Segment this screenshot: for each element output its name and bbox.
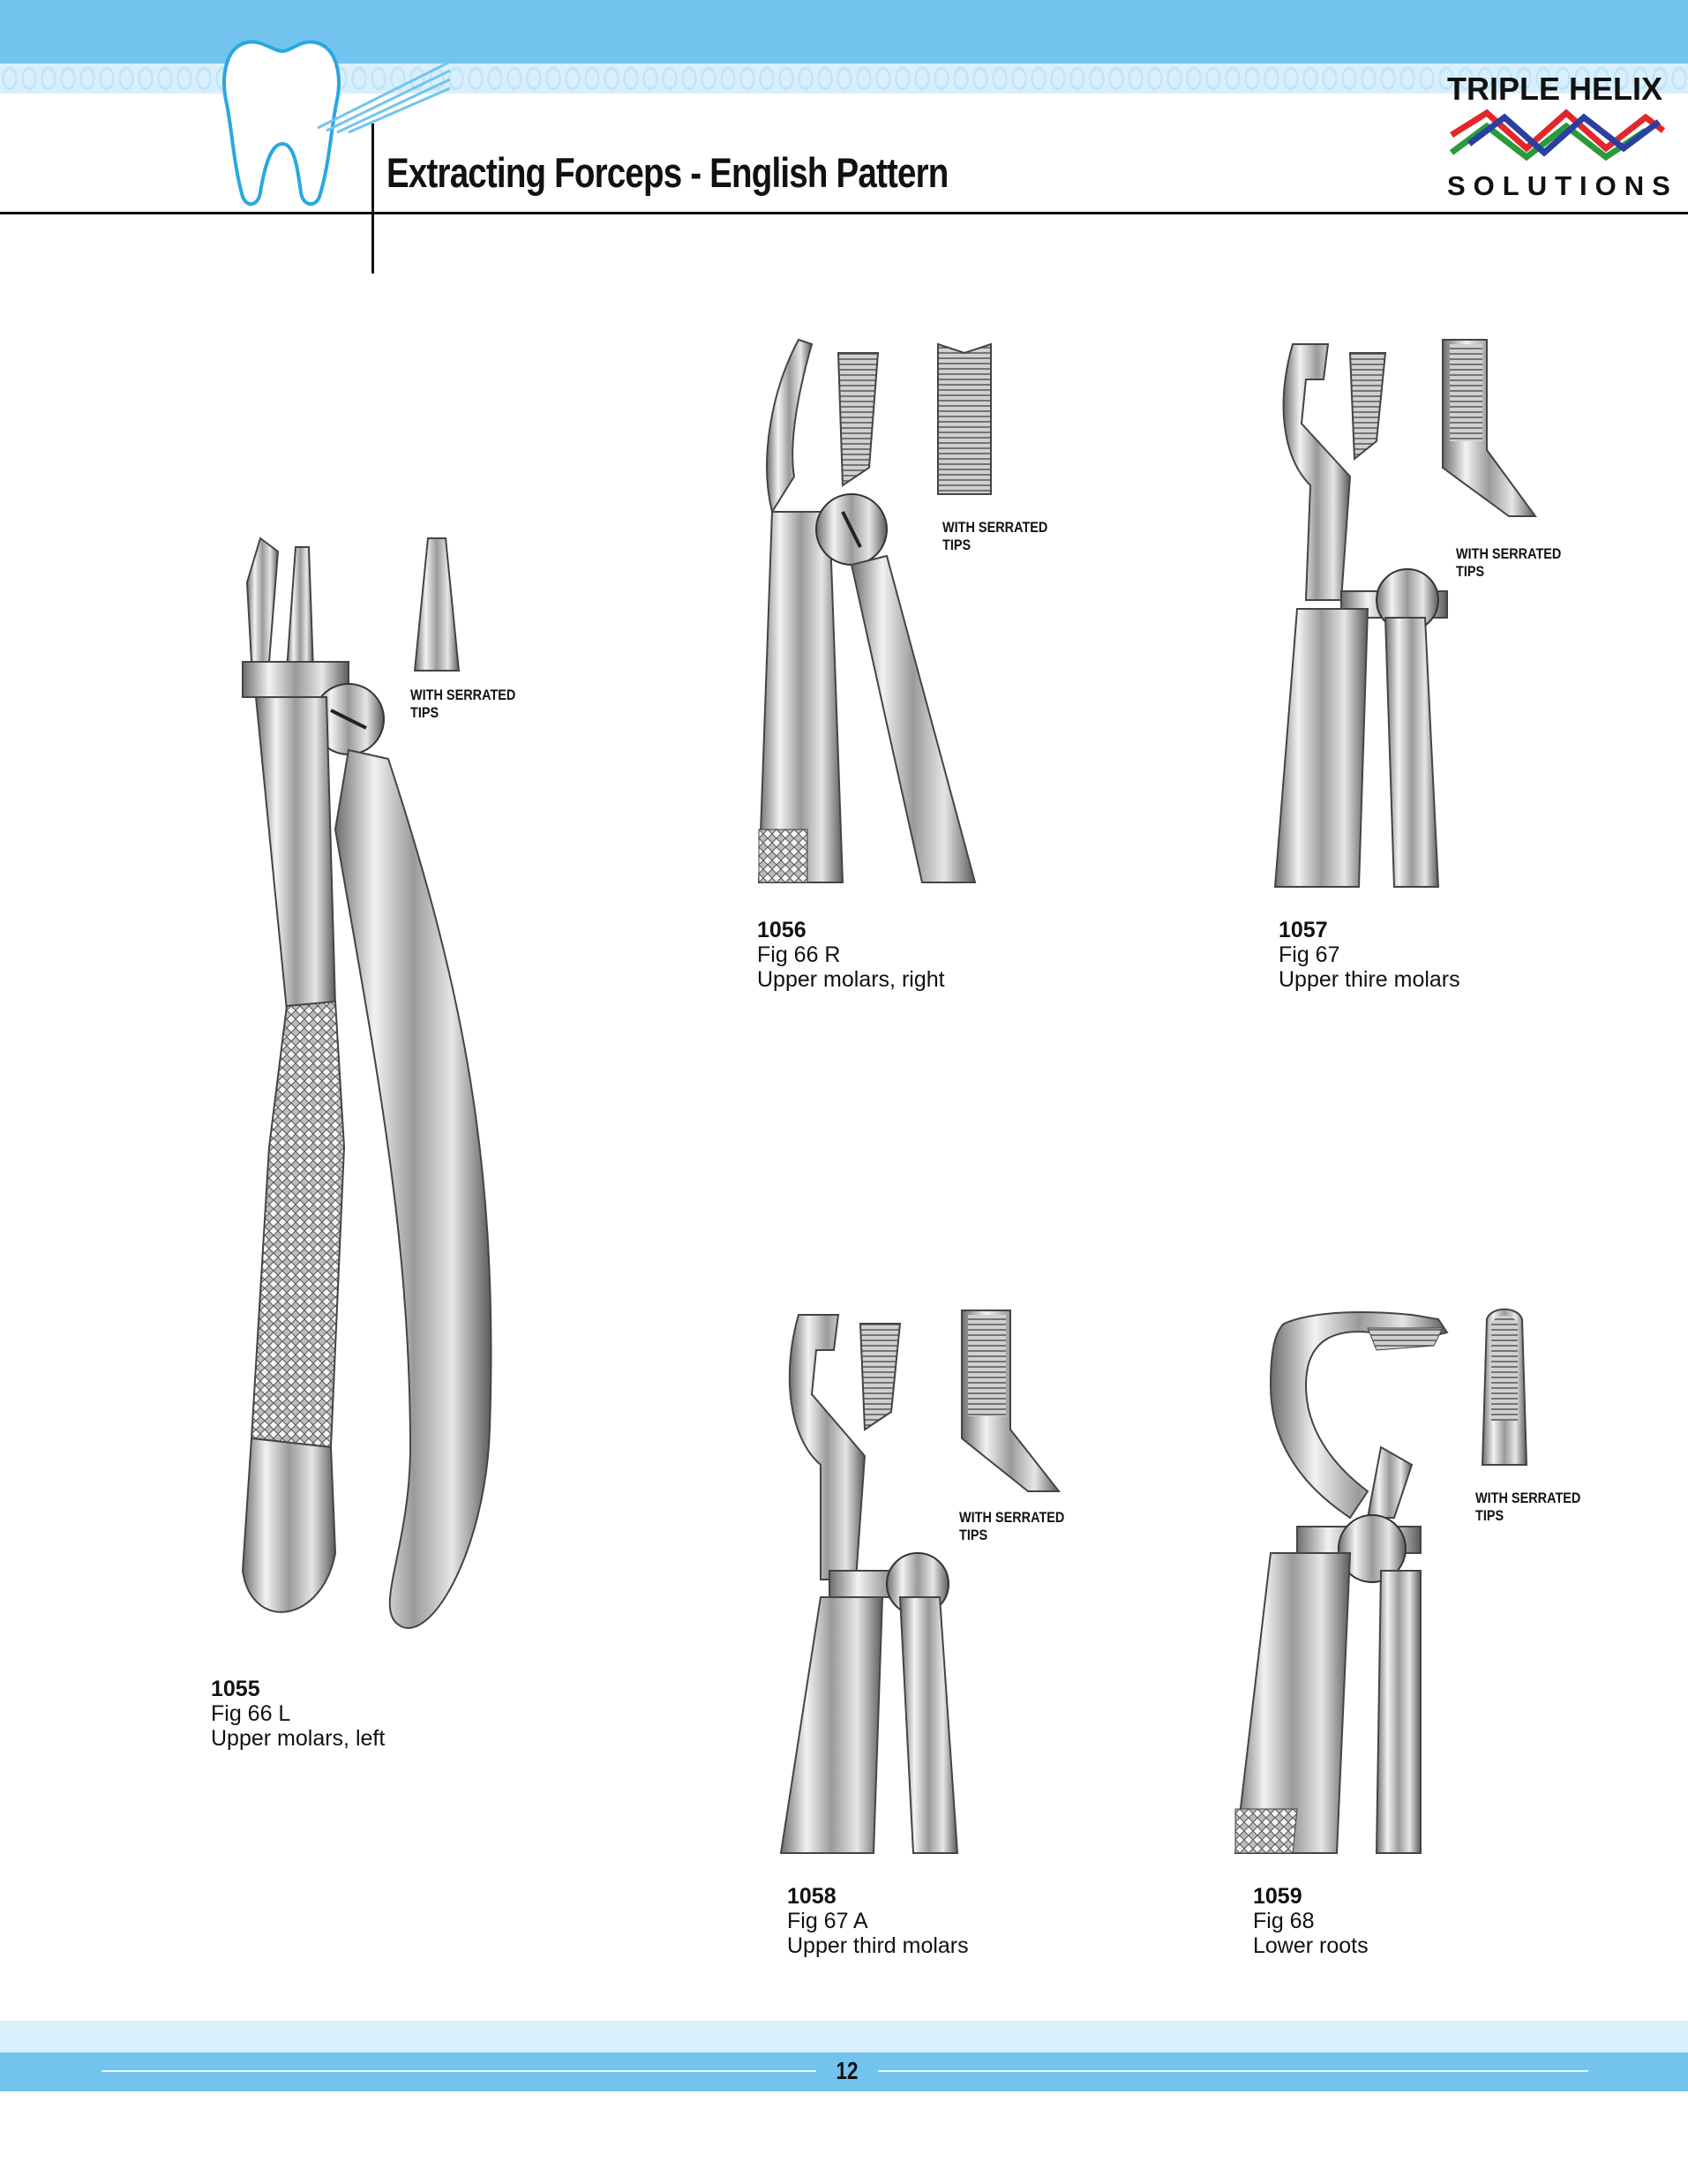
product-label-1055 bbox=[211, 1677, 385, 1751]
product-label-1059 bbox=[1253, 1884, 1369, 1958]
product-label-1057 bbox=[1279, 918, 1460, 992]
product-desc: Upper molars, right bbox=[757, 967, 945, 992]
logo-text-top: TRIPLE HELIX bbox=[1447, 71, 1663, 107]
product-code: 1057 bbox=[1279, 918, 1328, 942]
tip-detail-1055-image bbox=[410, 534, 463, 675]
tip-detail-1058-image bbox=[957, 1306, 1063, 1496]
product-code: 1059 bbox=[1253, 1884, 1302, 1909]
product-fig: Fig 66 L bbox=[211, 1701, 291, 1726]
product-code: 1058 bbox=[787, 1884, 836, 1909]
serrated-tips-note-1058: WITH SERRATED TIPS bbox=[959, 1509, 1065, 1543]
serrated-tips-note-1055: WITH SERRATED TIPS bbox=[410, 687, 516, 721]
product-desc: Upper thire molars bbox=[1279, 967, 1460, 992]
product-desc: Lower roots bbox=[1253, 1933, 1369, 1958]
tip-detail-1056-image bbox=[934, 340, 995, 499]
forceps-1058-image bbox=[768, 1306, 971, 1858]
serrated-tips-note-1056: WITH SERRATED TIPS bbox=[942, 519, 1048, 553]
product-desc: Upper third molars bbox=[787, 1933, 969, 1958]
product-code: 1055 bbox=[211, 1677, 260, 1701]
product-desc: Upper molars, left bbox=[211, 1726, 386, 1751]
product-fig: Fig 67 bbox=[1279, 942, 1340, 967]
serrated-tips-note-1057: WITH SERRATED TIPS bbox=[1456, 545, 1562, 580]
logo-text-bottom: SOLUTIONS bbox=[1447, 170, 1678, 201]
product-fig: Fig 67 A bbox=[787, 1909, 868, 1933]
footer-decor-strip bbox=[0, 2021, 1688, 2053]
helix-logo-icon bbox=[1447, 104, 1668, 166]
product-label-1058 bbox=[787, 1884, 969, 1958]
tooth-lines-decor bbox=[318, 62, 450, 132]
tip-detail-1057-image bbox=[1434, 335, 1540, 521]
header-rule bbox=[0, 212, 1688, 214]
serrated-tips-note-1059: WITH SERRATED TIPS bbox=[1475, 1490, 1581, 1524]
product-code: 1056 bbox=[757, 918, 806, 942]
header-divider-vertical bbox=[371, 124, 374, 274]
product-fig: Fig 68 bbox=[1253, 1909, 1315, 1933]
product-fig: Fig 66 R bbox=[757, 942, 841, 967]
tip-detail-1059-image bbox=[1478, 1306, 1531, 1469]
page-title: Extracting Forceps - English Pattern bbox=[386, 149, 949, 196]
page-number: 12 bbox=[836, 2057, 859, 2084]
product-label-1056 bbox=[757, 918, 945, 992]
forceps-1059-image bbox=[1235, 1306, 1465, 1858]
